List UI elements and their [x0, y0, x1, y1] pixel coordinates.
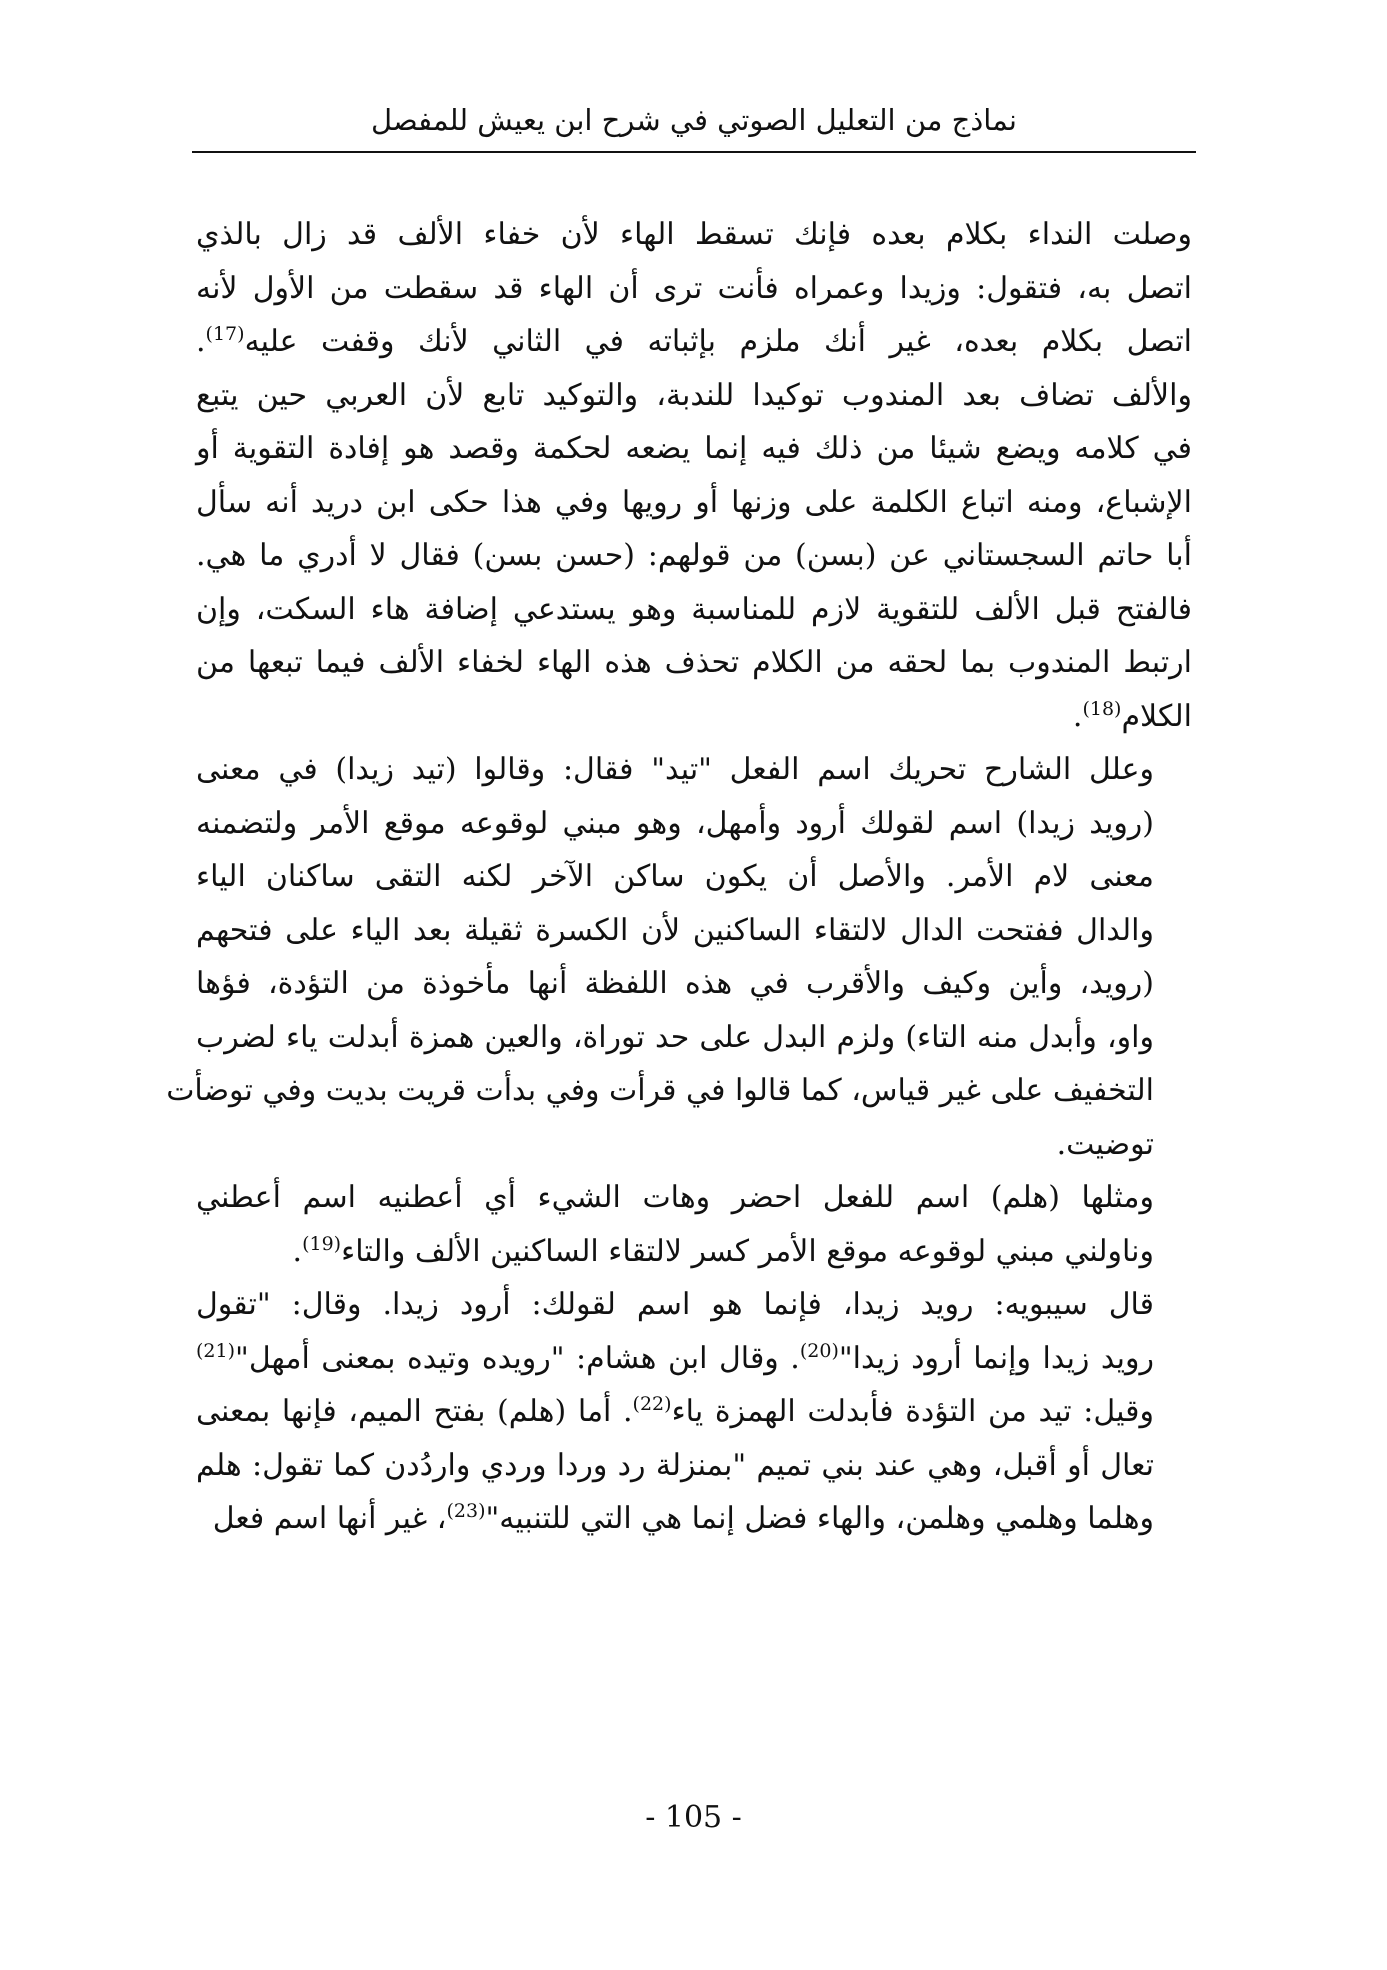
footnote-marker: (17): [205, 323, 245, 345]
paragraph: [166, 743, 1192, 1171]
paragraph: [196, 1171, 1192, 1278]
header-rule: [192, 151, 1196, 153]
line-text: والدال ففتحت الدال لالتقاء الساكنين لأن الكسرة ثقيلة بعد الياء على فتحهم: [196, 912, 1154, 948]
text-line: [166, 1064, 1192, 1118]
line-text: ارتبط المندوب بما لحقه من الكلام تحذف هذه الهاء لخفاء الألف فيما تبعها من: [196, 645, 1192, 680]
text-line: [196, 1332, 1192, 1386]
text-line: [196, 476, 1192, 530]
line-text: فالفتح قبل الألف للتقوية لازم للمناسبة وهو يستدعي إضافة هاء السكت، وإن: [196, 591, 1192, 627]
line-text-continued: . أما (هلم) بفتح الميم، فإنها بمعنى: [196, 1394, 633, 1429]
line-text-continued: .: [196, 324, 206, 359]
line-text: والألف تضاف بعد المندوب توكيدا للندبة، والتوكيد تابع لأن العربي حين يتبع: [196, 377, 1192, 413]
text-line: [196, 690, 1192, 744]
line-text-continued: .: [1072, 698, 1083, 734]
footnote-marker: (23): [446, 1500, 486, 1522]
line-text: واو، وأبدل منه التاء) ولزم البدل على حد توراة، والعين همزة أبدلت ياء لضرب: [196, 1019, 1154, 1055]
line-text: وناولني مبني لوقوعه موقع الأمر كسر لالتقاء الساكنين الألف والتاء: [341, 1233, 1154, 1269]
line-text: وهلما وهلمي وهلمن، والهاء فضل إنما هي التي للتنبيه": [485, 1501, 1154, 1536]
text-line: [196, 1278, 1192, 1332]
line-text: وعلل الشارح تحريك اسم الفعل "تيد" فقال: وقالوا (تيد زيدا) في معنى: [196, 752, 1154, 787]
text-line: [196, 315, 1192, 369]
line-text: معنى لام الأمر. والأصل أن يكون ساكن الآخر لكنه التقى ساكنان الياء: [196, 859, 1154, 894]
line-text-continued: . وقال ابن هشام: "رويده وتيده بمعنى أمهل": [235, 1340, 800, 1376]
line-text: الإشباع، ومنه اتباع الكلمة على وزنها أو رويها وفي هذا حكى ابن دريد أنه سأل: [196, 484, 1192, 520]
line-text: اتصل بكلام بعده، غير أنك ملزم بإثباته في الثاني لأنك وقفت عليه: [244, 324, 1192, 359]
line-text: (رويد، وأين وكيف والأقرب في هذه اللفظة أنها مأخوذة من التؤدة، فؤها: [196, 966, 1154, 1001]
paragraph: [196, 1278, 1192, 1546]
text-line: [196, 636, 1192, 690]
line-text: رويد زيدا وإنما أرود زيدا": [838, 1340, 1154, 1376]
text-line: [196, 1011, 1192, 1065]
text-line: [196, 208, 1192, 262]
text-line: [196, 1225, 1192, 1279]
text-line: [196, 850, 1192, 904]
line-text: التخفيف على غير قياس، كما قالوا في قرأت وفي بدأت قريت بديت وفي توضأت: [166, 1073, 1154, 1108]
text-line: [196, 369, 1192, 423]
body-text: [166, 208, 1192, 1546]
text-line: [196, 743, 1192, 797]
footnote-marker: (20): [799, 1339, 839, 1362]
text-line: [196, 1385, 1192, 1439]
text-line: [196, 1492, 1192, 1546]
footnote-marker: (19): [302, 1232, 342, 1255]
line-text: وصلت النداء بكلام بعده فإنك تسقط الهاء لأن خفاء الألف قد زال بالذي: [196, 217, 1192, 252]
page-number: - 105 -: [645, 1800, 742, 1835]
line-text: (رويد زيدا) اسم لقولك أرود وأمهل، وهو مبني لوقوعه موقع الأمر ولتضمنه: [196, 805, 1155, 841]
running-header-title: نماذج من التعليل الصوتي في شرح ابن يعيش للمفصل: [371, 103, 1017, 137]
line-text: في كلامه ويضع شيئا من ذلك فيه إنما يضعه لحكمة وقصد هو إفادة التقوية أو: [196, 431, 1192, 466]
line-text-continued: ، غير أنها اسم فعل: [212, 1501, 447, 1536]
footnote-marker: (18): [1082, 697, 1122, 720]
line-text: تعال أو أقبل، وهي عند بني تميم "بمنزلة رد وردا وردي واردُدن كما تقول: هلم: [196, 1447, 1154, 1483]
line-text: أبا حاتم السجستاني عن (بسن) من قولهم: (حسن بسن) فقال لا أدري ما هي.: [196, 538, 1192, 573]
line-text-continued: .: [292, 1233, 303, 1269]
line-text: الكلام: [1121, 698, 1192, 734]
text-line: [196, 1118, 1192, 1172]
text-line: [196, 529, 1192, 583]
footnote-marker: (21): [196, 1339, 236, 1362]
line-text: توضيت.: [1056, 1126, 1154, 1162]
text-line: [196, 262, 1192, 316]
paragraph: [196, 208, 1192, 743]
text-line: [196, 797, 1192, 851]
text-line: [196, 1171, 1192, 1225]
line-text: ومثلها (هلم) اسم للفعل احضر وهات الشيء أي أعطنيه اسم أعطني: [196, 1180, 1154, 1215]
text-line: [196, 904, 1192, 958]
text-line: [196, 957, 1192, 1011]
text-line: [196, 1439, 1192, 1493]
footnote-marker: (22): [632, 1393, 672, 1415]
line-text: قال سيبويه: رويد زيدا، فإنما هو اسم لقولك: أرود زيدا. وقال: "تقول: [196, 1287, 1154, 1322]
text-line: [196, 583, 1192, 637]
line-text: وقيل: تيد من التؤدة فأبدلت الهمزة ياء: [671, 1394, 1154, 1429]
line-text: اتصل به، فتقول: وزيدا وعمراه فأنت ترى أن الهاء قد سقطت من الأول لأنه: [196, 270, 1192, 306]
text-line: [196, 422, 1192, 476]
